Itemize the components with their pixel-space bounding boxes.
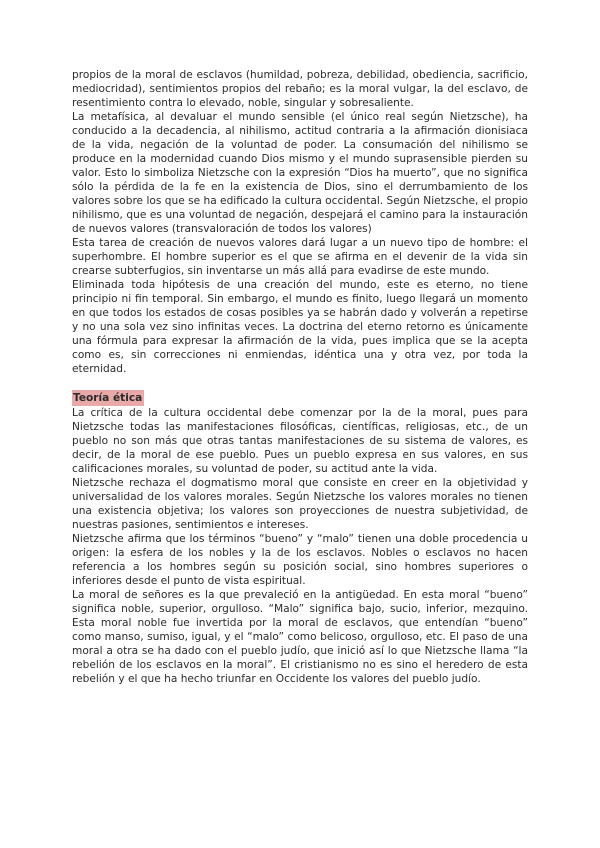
paragraph-moral-senores: La moral de señores es la que prevaleció en la antigüedad. En esta moral “bueno” significa noble, superior, orgulloso. “Malo” significa bajo, sucio, inferior, mezquino. Esta moral noble fue invertida por la moral de esclavos, que entendían “bueno” como manso, sumiso, igual, y el “malo” como belicoso, orgulloso, etc. El paso de una moral a otra se ha dado con el pueblo judío, que inició así lo que Nietzsche llama “la rebelión de los esclavos en la moral”. El cristianismo no es sino el heredero de esta rebelión y el que ha hecho triunfar en Occidente los valores del pueblo judío. <box>72 589 528 685</box>
paragraph-critica-cultura: La crítica de la cultura occidental debe comenzar por la de la moral, pues para Nietzsche todas las manifestaciones filosóficas, científicas, religiosas, etc., de un pueblo no son más que otras tantas manifestaciones de su sistema de valores, es decir, de la moral de ese pueblo. Pues un pueblo expresa en sus valores, en sus calificaciones morales, su voluntad de poder, su actitud ante la vida. <box>72 407 528 475</box>
section-heading-teoria-etica: Teoría ética <box>73 392 143 404</box>
paragraph-eterno-retorno: Eliminada toda hipótesis de una creación del mundo, este es eterno, no tiene principio ni fin temporal. Sin embargo, el mundo es finito, luego llegará un momento en que todos los estados de cosas posibles ya se habrán dado y volverán a repetirse y no una sola vez sino infinitas veces. La doctrina del eterno retorno es únicamente una fórmula para expresar la afirmación de la vida, pues implica que se la acepta como es, sin correcciones ni enmiendas, idéntica una y otra vez, por toda la eternidad. <box>72 279 528 375</box>
paragraph-metafisica-nihilismo: La metafísica, al devaluar el mundo sensible (el único real según Nietzsche), ha conducido a la decadencia, al nihilismo, actitud contraria a la afirmación dionisiaca de la vida, negación de la voluntad de poder. La consumación del nihilismo se produce en la modernidad cuando Dios mismo y el mundo suprasensible pierden su valor. Esto lo simboliza Nietzsche con la expresión “Dios ha muerto”, que no significa sólo la pérdida de la fe en la existencia de Dios, sino el derrumbamiento de los valores sobre los que se ha edificado la cultura occidental. Según Nietzsche, el propio nihilismo, que es una voluntad de negación, despejará el camino para la instauración de nuevos valores (transvaloración de todos los valores) <box>72 111 529 235</box>
section-spacer <box>72 376 528 390</box>
paragraph-superhombre: Esta tarea de creación de nuevos valores dará lugar a un nuevo tipo de hombre: el superhombre. El hombre superior es el que se afirma en el devenir de la vida sin crearse subterfugios, sin inventarse un más allá para evadirse de este mundo. <box>72 237 528 277</box>
section-heading-row <box>72 390 528 406</box>
paragraph-bueno-malo: Nietzsche afirma que los términos “bueno” y “malo” tienen una doble procedencia u origen: la esfera de los nobles y la de los esclavos. Nobles o esclavos no hacen referencia a los hombres según su posición social, sino hombres superiores o inferiores desde el punto de vista espiritual. <box>72 533 528 587</box>
paragraph-moral-esclavos: propios de la moral de esclavos (humildad, pobreza, debilidad, obediencia, sacrificio, mediocridad), sentimientos propios del rebaño; es la moral vulgar, la del esclavo, de resentimiento contra lo elevado, noble, singular y sobresaliente. <box>72 69 528 109</box>
paragraph-dogmatismo-moral: Nietzsche rechaza el dogmatismo moral que consiste en creer en la objetividad y universalidad de los valores morales. Según Nietzsche los valores morales no tienen una existencia objetiva; los valores son proyecciones de nuestra subjetividad, de nuestras pasiones, sentimientos e intereses. <box>72 477 528 531</box>
document-page <box>72 68 528 686</box>
